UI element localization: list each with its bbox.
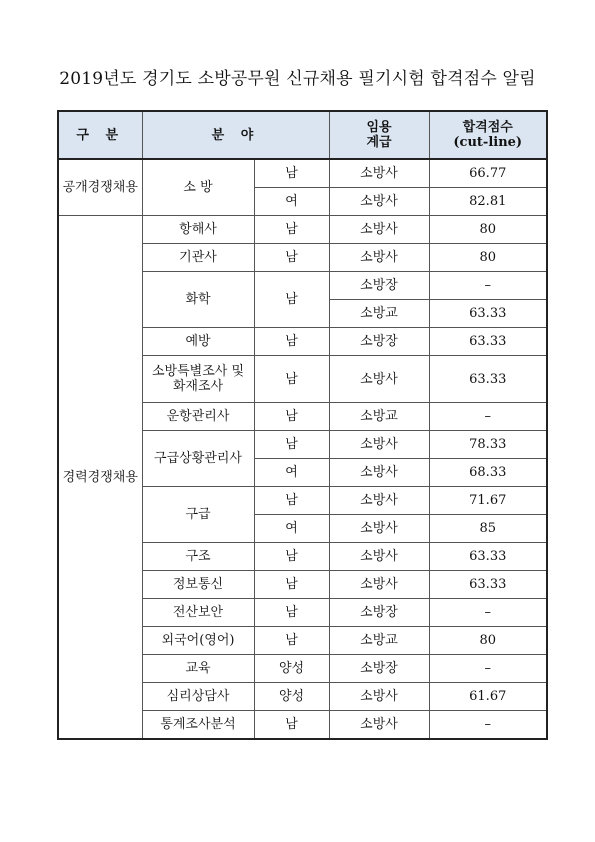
score-cell: 63.33 — [429, 300, 547, 328]
field-cell: 통계조사분석 — [142, 711, 254, 740]
gender-cell: 남 — [254, 711, 329, 740]
score-cell: 80 — [429, 244, 547, 272]
field-cell — [142, 356, 254, 403]
gender-cell: 남 — [254, 431, 329, 459]
rank-cell: 소방사 — [329, 244, 429, 272]
field-cell: 화학 — [142, 272, 254, 328]
rank-cell: 소방사 — [329, 571, 429, 599]
field-cell: 항해사 — [142, 216, 254, 244]
field-cell: 심리상담사 — [142, 683, 254, 711]
rank-cell: 소방사 — [329, 711, 429, 740]
gender-cell: 남 — [254, 159, 329, 188]
table-row — [58, 216, 547, 244]
score-cell: 80 — [429, 627, 547, 655]
field-line: 화재조사 — [172, 379, 224, 394]
page-title: 2019년도 경기도 소방공무원 신규채용 필기시험 합격점수 알림 — [59, 69, 536, 89]
rank-cell: 소방장 — [329, 272, 429, 300]
field-cell: 외국어(영어) — [142, 627, 254, 655]
gender-cell: 남 — [254, 244, 329, 272]
score-cell: – — [429, 711, 547, 740]
rank-cell: 소방사 — [329, 543, 429, 571]
score-cell: – — [429, 655, 547, 683]
field-cell: 정보통신 — [142, 571, 254, 599]
category-open: 공개경쟁채용 — [58, 159, 142, 216]
gender-cell: 남 — [254, 487, 329, 515]
score-cell: 71.67 — [429, 487, 547, 515]
cutline-table — [57, 110, 548, 740]
table-row — [58, 159, 547, 188]
score-cell: 63.33 — [429, 328, 547, 356]
gender-cell: 남 — [254, 403, 329, 431]
header-field: 분 야 — [142, 111, 329, 159]
category-career: 경력경쟁채용 — [58, 216, 142, 740]
score-cell: 61.67 — [429, 683, 547, 711]
rank-cell: 소방사 — [329, 431, 429, 459]
score-cell: 63.33 — [429, 356, 547, 403]
gender-cell: 남 — [254, 627, 329, 655]
gender-cell: 양성 — [254, 683, 329, 711]
field-cell: 구급상황관리사 — [142, 431, 254, 487]
field-cell: 구급 — [142, 487, 254, 543]
field-line: 소방특별조사 및 — [151, 364, 245, 379]
header-score — [429, 111, 547, 159]
rank-cell: 소방사 — [329, 683, 429, 711]
field-cell: 구조 — [142, 543, 254, 571]
header-score-line1: 합격점수 — [462, 120, 513, 135]
field-cell: 소 방 — [142, 159, 254, 216]
gender-cell: 여 — [254, 515, 329, 543]
score-cell: 78.33 — [429, 431, 547, 459]
rank-cell: 소방사 — [329, 216, 429, 244]
gender-cell: 남 — [254, 599, 329, 627]
header-rank-line1: 임용 — [366, 120, 392, 135]
rank-cell: 소방장 — [329, 599, 429, 627]
score-cell: 63.33 — [429, 543, 547, 571]
header-row — [58, 111, 547, 159]
rank-cell: 소방사 — [329, 487, 429, 515]
score-cell: 66.77 — [429, 159, 547, 188]
rank-cell: 소방사 — [329, 459, 429, 487]
field-cell: 전산보안 — [142, 599, 254, 627]
rank-cell: 소방사 — [329, 188, 429, 216]
header-score-line2: (cut-line) — [453, 135, 523, 150]
score-cell: 85 — [429, 515, 547, 543]
score-cell: – — [429, 599, 547, 627]
score-cell: – — [429, 272, 547, 300]
score-cell: 82.81 — [429, 188, 547, 216]
header-division: 구 분 — [58, 111, 142, 159]
gender-cell: 여 — [254, 188, 329, 216]
rank-cell: 소방장 — [329, 328, 429, 356]
score-cell: 68.33 — [429, 459, 547, 487]
rank-cell: 소방교 — [329, 627, 429, 655]
rank-cell: 소방사 — [329, 356, 429, 403]
field-cell: 기관사 — [142, 244, 254, 272]
rank-cell: 소방사 — [329, 515, 429, 543]
score-cell: – — [429, 403, 547, 431]
field-cell: 교육 — [142, 655, 254, 683]
gender-cell: 남 — [254, 356, 329, 403]
gender-cell: 양성 — [254, 655, 329, 683]
score-cell: 80 — [429, 216, 547, 244]
gender-cell: 여 — [254, 459, 329, 487]
score-cell: 63.33 — [429, 571, 547, 599]
gender-cell: 남 — [254, 216, 329, 244]
gender-cell: 남 — [254, 272, 329, 328]
rank-cell: 소방사 — [329, 159, 429, 188]
rank-cell: 소방교 — [329, 403, 429, 431]
gender-cell: 남 — [254, 571, 329, 599]
header-rank — [329, 111, 429, 159]
field-cell: 운항관리사 — [142, 403, 254, 431]
field-cell: 예방 — [142, 328, 254, 356]
gender-cell: 남 — [254, 543, 329, 571]
rank-cell: 소방장 — [329, 655, 429, 683]
gender-cell: 남 — [254, 328, 329, 356]
header-rank-line2: 계급 — [366, 135, 392, 150]
rank-cell: 소방교 — [329, 300, 429, 328]
